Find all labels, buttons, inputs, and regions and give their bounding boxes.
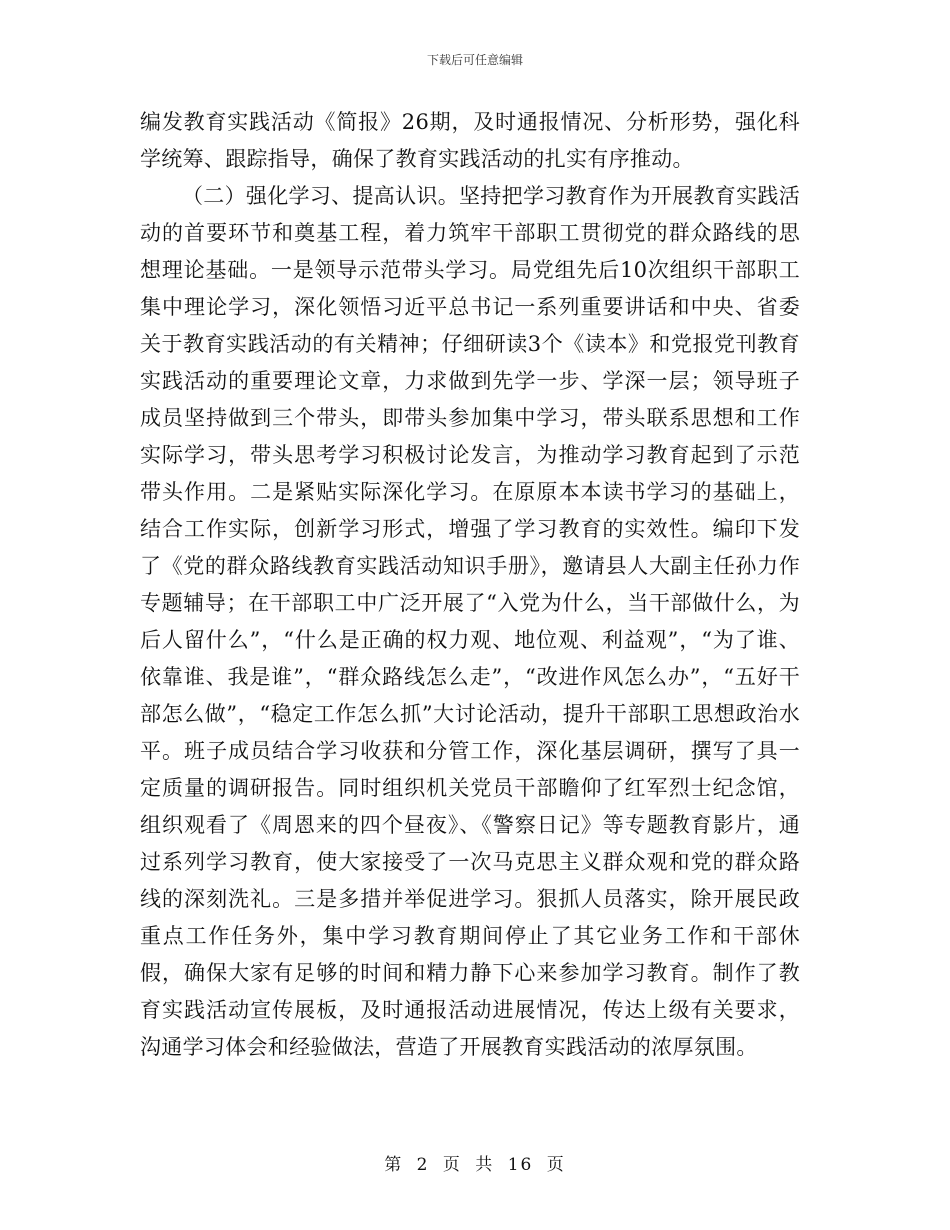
paragraph-study-section: （二）强化学习、提高认识。坚持把学习教育作为开展教育实践活动的首要环节和奠基工程，着力筑牢干部职工贯彻党的群众路线的思想理论基础。一是领导示范带头学习。局党组先后10次组织干部职工集中理论学习，深化领悟习近平总书记一系列重要讲话和中央、省委关于教育实践活动的有关精神；仔细研读3个《读本》和党报党刊教育实践活动的重要理论文章，力求做到先学一步、学深一层；领导班子成员坚持做到三个带头，即带头参加集中学习，带头联系思想和工作实际学习，带头思考学习积极讨论发言，为推动学习教育起到了示范带头作用。二是紧贴实际深化学习。在原原本本读书学习的基础上，结合工作实际，创新学习形式，增强了学习教育的实效性。编印下发了《党的群众路线教育实践活动知识手册》，邀请县人大副主任孙力作专题辅导；在干部职工中广泛开展了“入党为什么，当干部做什么，为后人留什么”，“什么是正确的权力观、地位观、利益观”，“为了谁、依靠谁、我是谁”，“群众路线怎么走”，“改进作风怎么办”，“五好干部怎么做”，“稳定工作怎么抓”大讨论活动，提升干部职工思想政治水平。班子成员结合学习收获和分管工作，深化基层调研，撰写了具一定质量的调研报告。同时组织机关党员干部瞻仰了红军烈士纪念馆，组织观看了《周恩来的四个昼夜》、《警察日记》等专题教育影片，通过系列学习教育，使大家接受了一次马克思主义群众观和党的群众路线的深刻洗礼。三是多措并举促进学习。狠抓人员落实，除开展民政重点工作任务外，集中学习教育期间停止了其它业务工作和干部休假，确保大家有足够的时间和精力静下心来参加学习教育。制作了教育实践活动宣传展板，及时通报活动进展情况，传达上级有关要求，沟通学习体会和经验做法，营造了开展教育实践活动的浓厚氛围。 bbox=[140, 184, 800, 1059]
page-header-note: 下载后可任意编辑 bbox=[426, 53, 523, 67]
page-footer bbox=[0, 1154, 950, 1176]
footer-total-word: 共 bbox=[475, 1155, 495, 1175]
footer-prefix: 第 bbox=[384, 1155, 404, 1175]
paragraph-continuation: 编发教育实践活动《简报》26期，及时通报情况、分析形势，强化科学统筹、跟踪指导，确保了教育实践活动的扎实有序推动。 bbox=[140, 110, 800, 171]
footer-suffix: 页 bbox=[546, 1155, 566, 1175]
footer-total-pages: 16 bbox=[507, 1155, 534, 1175]
footer-page-word: 页 bbox=[442, 1155, 462, 1175]
footer-current-page: 2 bbox=[416, 1155, 430, 1175]
document-body bbox=[140, 104, 800, 1066]
